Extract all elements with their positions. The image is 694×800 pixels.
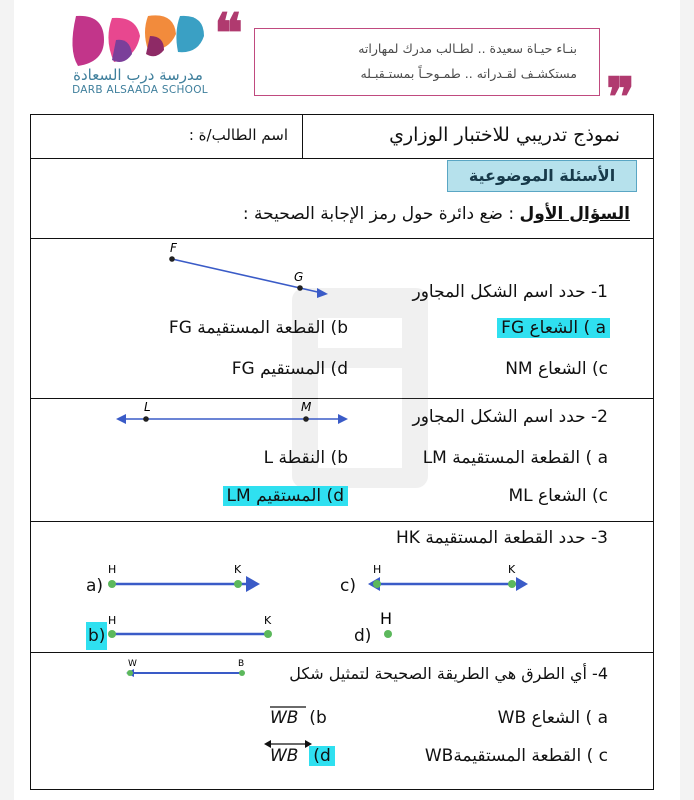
q4-option-a[interactable]: a ) الشعاع WB [497,708,608,728]
section-badge: الأسئلة الموضوعية [447,160,637,192]
q1-option-a[interactable]: a ) الشعاع FG [497,318,610,338]
q1-option-c[interactable]: c) الشعاع NM [505,359,608,379]
q3-figure-a-ray [108,563,260,592]
question-label: السؤال الأول [519,204,630,224]
question-instruction: : ضع دائرة حول رمز الإجابة الصحيحة : [242,204,515,224]
q1-option-d[interactable]: d) المستقيم FG [231,359,348,379]
svg-text:K: K [264,614,272,627]
svg-text:H: H [108,614,117,627]
q3-figure-d-point [380,609,392,638]
q3-option-d[interactable]: d) [354,626,372,646]
q3-prompt: 3- حدد القطعة المستقيمة HK [396,528,608,548]
q4-label-w: W [128,659,137,669]
svg-text:K: K [508,563,516,576]
q3-option-b[interactable]: b) [86,626,107,646]
q2-prompt: 2- حدد اسم الشكل المجاور [412,407,608,427]
q3-figure-c-line [368,563,528,591]
school-name-en: DARB ALSAADA SCHOOL [72,84,208,96]
quote-close-icon: ❞ [606,65,636,129]
student-name-label: اسم الطالب/ة : [188,126,288,144]
q2-label-m: M [301,400,312,414]
q2-figure-line [116,400,348,424]
q3-option-a[interactable]: a) [86,576,104,596]
q4-label-b: B [238,659,245,669]
q2-option-b[interactable]: b) النقطة L [263,448,348,468]
q4-figure-segment [126,659,245,677]
q2-label-l: L [144,400,151,414]
motto-line-1: بنـاء حيـاة سعيدة .. لطـالب مدرك لمهاراته [358,41,577,56]
exam-title: نموذج تدريبي للاختبار الوزاري [389,124,620,146]
q1-option-b[interactable]: b) القطعة المستقيمة FG [168,318,348,338]
q1-label-g: G [294,270,304,284]
svg-text:H: H [380,609,393,628]
worksheet-page [14,0,680,800]
school-name-ar: مدرسة درب السعادة [73,66,203,84]
q2-option-c[interactable]: c) الشعاع ML [508,486,608,506]
motto-line-2: مستكشـف لقـدراته .. طمـوحـاً بمستـقبـله [360,66,577,81]
q3-option-c[interactable]: c) [340,576,356,596]
q2-option-a[interactable]: a ) القطعة المستقيمة LM [422,448,608,468]
q4-option-b[interactable]: WB (b [270,708,327,728]
svg-text:H: H [108,563,117,576]
q4-prompt: 4- أي الطرق هي الطريقة الصحيحة لتمثيل شكل [289,664,608,683]
svg-text:K: K [234,563,242,576]
q1-figure-ray [169,241,328,298]
q3-figure-b-segment [108,614,272,638]
q1-label-f: F [170,241,177,255]
svg-text:H: H [373,563,382,576]
q4-option-c[interactable]: c ) القطعة المستقيمةWB [424,746,608,766]
quote-open-icon: ❝ [214,1,244,65]
q4-option-d[interactable]: WB (d [270,746,335,766]
q1-prompt: 1- حدد اسم الشكل المجاور [412,282,608,302]
q2-option-d[interactable]: d) المستقيم LM [223,486,348,506]
